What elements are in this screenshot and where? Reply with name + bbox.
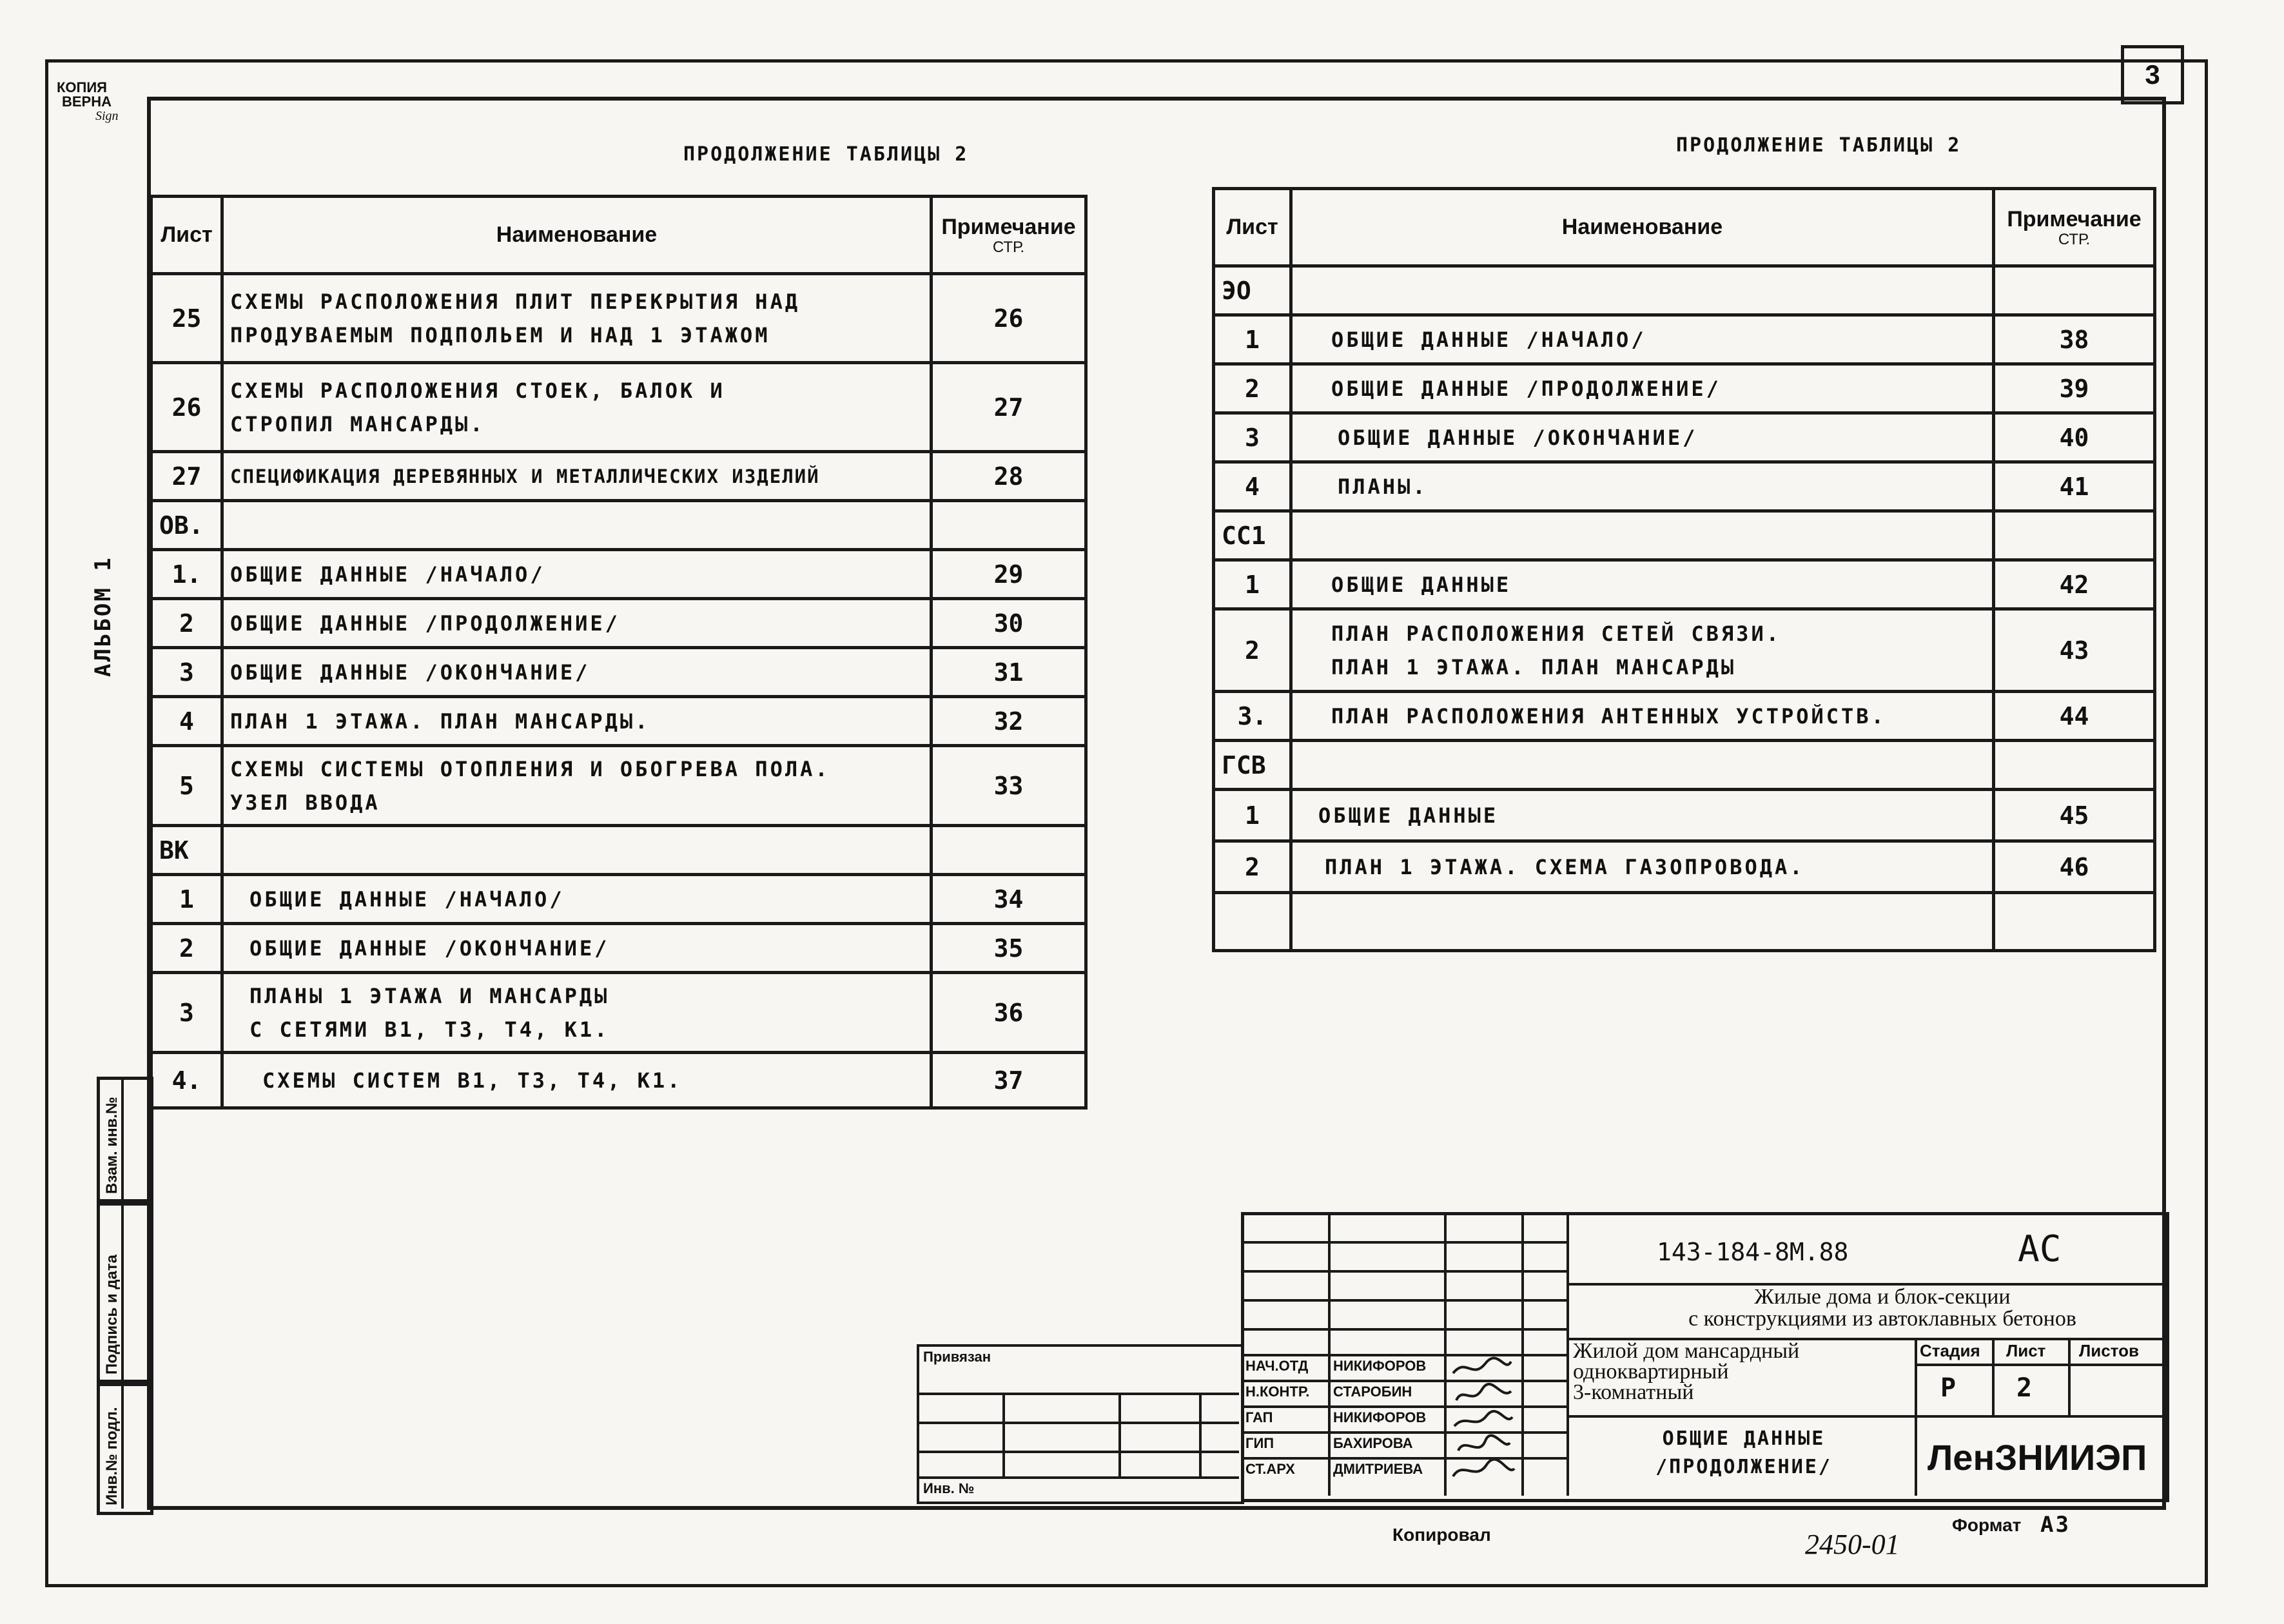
page-cell: 38 <box>1994 315 2155 364</box>
name-cell: ОБЩИЕ ДАННЫЕ /НАЧАЛО/ <box>222 875 932 924</box>
page-cell: 26 <box>932 274 1086 363</box>
sheet-cell: 2 <box>1214 609 1291 692</box>
name-cell <box>1291 266 1994 315</box>
tb-row-line <box>1915 1364 2163 1366</box>
table-row <box>1214 364 2155 413</box>
side-stamp-divider <box>121 1077 124 1509</box>
page-cell <box>1994 511 2155 560</box>
sheet-cell: ЭО <box>1214 266 1291 315</box>
doc-mark: АС <box>2018 1228 2062 1270</box>
sheet-cell: 1 <box>1214 790 1291 841</box>
sig-role: Н.КОНТР. <box>1245 1384 1310 1400</box>
tb-row-line <box>1241 1299 1567 1302</box>
name-cell: СХЕМЫ СИСТЕМЫ ОТОПЛЕНИЯ И ОБОГРЕВА ПОЛА. УЗЕЛ ВВОДА <box>222 746 932 826</box>
sig-name: БАХИРОВА <box>1333 1435 1413 1451</box>
org-name: ЛенЗНИИЭП <box>1928 1437 2147 1478</box>
sheet-cell: 1 <box>151 875 222 924</box>
format-value: А3 <box>2040 1512 2071 1538</box>
left-header-note <box>932 197 1086 274</box>
table-row <box>151 452 1086 501</box>
name-cell: ОБЩИЕ ДАННЫЕ /ПРОДОЛЖЕНИЕ/ <box>1291 364 1994 413</box>
sheet-cell: 2 <box>1214 364 1291 413</box>
table-row <box>151 648 1086 697</box>
left-header-name: Наименование <box>222 197 932 274</box>
table-row <box>1214 790 2155 841</box>
name-cell: СХЕМЫ РАСПОЛОЖЕНИЯ СТОЕК, БАЛОК И СТРОПИЛ МАНСАРДЫ. <box>222 363 932 452</box>
bound-inv-label: Инв. № <box>923 1480 975 1496</box>
sheet-cell <box>1214 893 1291 951</box>
page-cell: 44 <box>1994 692 2155 741</box>
sheet-cell: 4. <box>151 1053 222 1108</box>
album-label: АЛЬБОМ 1 <box>90 556 116 677</box>
page-cell: 40 <box>1994 413 2155 462</box>
table-row <box>1214 893 2155 951</box>
sheet-cell: 27 <box>151 452 222 501</box>
sheet-cell: 2 <box>151 924 222 973</box>
sheet-cell: 26 <box>151 363 222 452</box>
table-row <box>1214 609 2155 692</box>
sheet-cell: СС1 <box>1214 511 1291 560</box>
side-label-inv: Инв.№ подл. <box>103 1407 121 1505</box>
signature-mark <box>1453 1358 1511 1373</box>
signature-mark <box>1454 1411 1512 1426</box>
page-cell: 27 <box>932 363 1086 452</box>
table-row <box>151 550 1086 599</box>
table-row <box>151 746 1086 826</box>
page-cell: 33 <box>932 746 1086 826</box>
page-cell <box>932 826 1086 875</box>
stage-value: Р <box>1940 1373 1958 1403</box>
signature-scribbles <box>1447 1354 1520 1483</box>
sheet-cell: 3 <box>151 648 222 697</box>
table-row <box>151 973 1086 1053</box>
name-cell <box>1291 741 1994 790</box>
stamp-line-2: ВЕРНА <box>62 93 112 110</box>
tb-row-line <box>1241 1270 1567 1273</box>
left-header-sheet: Лист <box>151 197 222 274</box>
right-header-name: Наименование <box>1291 189 1994 266</box>
sig-name: СТАРОБИН <box>1333 1384 1412 1400</box>
name-cell <box>1291 893 1994 951</box>
sheet-value: 2 <box>2016 1373 2035 1403</box>
table-row <box>1214 841 2155 893</box>
sig-role: СТ.АРХ <box>1245 1461 1295 1477</box>
bound-col-line <box>1118 1393 1121 1476</box>
table-row <box>1214 413 2155 462</box>
table-row <box>1214 741 2155 790</box>
table-row <box>1214 462 2155 511</box>
page-cell: 30 <box>932 599 1086 648</box>
right-table <box>1212 187 2156 952</box>
table-row <box>1214 560 2155 609</box>
table-row <box>1214 692 2155 741</box>
name-cell <box>222 501 932 550</box>
page-cell: 43 <box>1994 609 2155 692</box>
sheet-cell: 1 <box>1214 315 1291 364</box>
page-cell <box>1994 266 2155 315</box>
sheet-cell: 2 <box>151 599 222 648</box>
name-cell: ПЛАН РАСПОЛОЖЕНИЯ АНТЕННЫХ УСТРОЙСТВ. <box>1291 692 1994 741</box>
tb-row-line <box>1241 1328 1567 1331</box>
sig-role: НАЧ.ОТД <box>1245 1358 1309 1374</box>
name-cell: ПЛАНЫ 1 ЭТАЖА И МАНСАРДЫ С СЕТЯМИ В1, Т3, Т4, К1. <box>222 973 932 1053</box>
table-row <box>151 501 1086 550</box>
page-cell <box>1994 741 2155 790</box>
page-cell: 34 <box>932 875 1086 924</box>
copied-label: Копировал <box>1392 1525 1491 1545</box>
side-label-vzam: Взам. инв.№ <box>103 1097 121 1194</box>
doc-code: 143-184-8М.88 <box>1657 1238 1849 1266</box>
format-label: Формат <box>1952 1515 2022 1535</box>
name-cell: ОБЩИЕ ДАННЫЕ /ОКОНЧАНИЕ/ <box>222 924 932 973</box>
sheet-label: Лист <box>2006 1341 2046 1360</box>
name-cell: СПЕЦИФИКАЦИЯ ДЕРЕВЯННЫХ И МЕТАЛЛИЧЕСКИХ ИЗДЕЛИЙ <box>222 452 932 501</box>
stage-label: Стадия <box>1920 1341 1980 1360</box>
tb-col-line <box>1567 1212 1569 1496</box>
table-row <box>151 1053 1086 1108</box>
right-header-note <box>1994 189 2155 266</box>
page-cell: 41 <box>1994 462 2155 511</box>
signature-mark <box>1453 1460 1514 1476</box>
sheet-cell: ОВ. <box>151 501 222 550</box>
page-cell: 29 <box>932 550 1086 599</box>
sheet-cell: 1 <box>1214 560 1291 609</box>
table-row <box>1214 511 2155 560</box>
tb-col-line <box>1915 1338 1917 1496</box>
right-header-note-label: Примечание <box>2007 207 2142 231</box>
name-cell: ОБЩИЕ ДАННЫЕ /ОКОНЧАНИЕ/ <box>222 648 932 697</box>
name-cell: СХЕМЫ РАСПОЛОЖЕНИЯ ПЛИТ ПЕРЕКРЫТИЯ НАД ПРОДУВАЕМЫМ ПОДПОЛЬЕМ И НАД 1 ЭТАЖОМ <box>222 274 932 363</box>
sheet-cell: 3. <box>1214 692 1291 741</box>
right-header-note-sub: СТР. <box>2058 231 2091 248</box>
bound-row-line <box>917 1393 1239 1395</box>
sheet-cell: 25 <box>151 274 222 363</box>
object-title: Жилой дом мансардный одноквартирный 3-комнатный <box>1573 1339 1800 1404</box>
signature-mark <box>1458 1436 1510 1451</box>
right-header-sheet: Лист <box>1214 189 1291 266</box>
name-cell: ОБЩИЕ ДАННЫЕ <box>1291 790 1994 841</box>
page-cell: 45 <box>1994 790 2155 841</box>
sig-name: НИКИФОРОВ <box>1333 1358 1427 1374</box>
table-row <box>1214 266 2155 315</box>
sheet-number: 3 <box>2145 59 2160 90</box>
page-cell <box>932 501 1086 550</box>
sheet-cell: ГСВ <box>1214 741 1291 790</box>
page-cell: 31 <box>932 648 1086 697</box>
left-header-note-label: Примечание <box>941 215 1076 239</box>
bound-col-line <box>1002 1393 1005 1476</box>
left-table <box>150 195 1088 1110</box>
bound-row-line <box>917 1422 1239 1424</box>
tb-row-line <box>1567 1415 2163 1418</box>
sig-name: ДМИТРИЕВА <box>1333 1461 1423 1477</box>
sheets-label: Листов <box>2079 1341 2139 1360</box>
name-cell: ПЛАН 1 ЭТАЖА. ПЛАН МАНСАРДЫ. <box>222 697 932 746</box>
name-cell: ОБЩИЕ ДАННЫЕ /ОКОНЧАНИЕ/ <box>1291 413 1994 462</box>
bound-label: Привязан <box>923 1349 991 1365</box>
name-cell: ПЛАН РАСПОЛОЖЕНИЯ СЕТЕЙ СВЯЗИ. ПЛАН 1 ЭТАЖА. ПЛАН МАНСАРДЫ <box>1291 609 1994 692</box>
sheet-cell: 4 <box>151 697 222 746</box>
name-cell: ОБЩИЕ ДАННЫЕ /НАЧАЛО/ <box>1291 315 1994 364</box>
bound-row-line <box>917 1476 1239 1479</box>
side-label-podpis: Подпись и дата <box>103 1255 121 1375</box>
sheet-cell: 5 <box>151 746 222 826</box>
doc-number: 2450-01 <box>1805 1529 1900 1560</box>
page-cell: 35 <box>932 924 1086 973</box>
sheet-cell: 2 <box>1214 841 1291 893</box>
page-cell: 42 <box>1994 560 2155 609</box>
sig-role: ГАП <box>1245 1409 1273 1425</box>
page-cell: 28 <box>932 452 1086 501</box>
stamp-signature: Sign <box>95 109 119 123</box>
sheet-cell: 3 <box>1214 413 1291 462</box>
table-row <box>151 599 1086 648</box>
name-cell <box>1291 511 1994 560</box>
name-cell: СХЕМЫ СИСТЕМ В1, Т3, Т4, К1. <box>222 1053 932 1108</box>
table-row <box>1214 315 2155 364</box>
name-cell: ПЛАН 1 ЭТАЖА. СХЕМА ГАЗОПРОВОДА. <box>1291 841 1994 893</box>
sheet-cell: ВК <box>151 826 222 875</box>
table-row <box>151 924 1086 973</box>
tb-row-line <box>1241 1241 1567 1244</box>
tb-col-line <box>1992 1338 1995 1415</box>
signature-mark <box>1456 1384 1511 1400</box>
copy-stamp <box>57 81 119 123</box>
bound-col-line <box>1199 1393 1202 1476</box>
sheet-number-box <box>2121 45 2184 104</box>
name-cell: ПЛАНЫ. <box>1291 462 1994 511</box>
page-cell: 46 <box>1994 841 2155 893</box>
sheet-cell: 4 <box>1214 462 1291 511</box>
name-cell: ОБЩИЕ ДАННЫЕ <box>1291 560 1994 609</box>
page-cell: 32 <box>932 697 1086 746</box>
sheet-title: ОБЩИЕ ДАННЫЕ /ПРОДОЛЖЕНИЕ/ <box>1655 1427 1832 1478</box>
table-row <box>151 826 1086 875</box>
project-title: Жилые дома и блок-секции с конструкциями из автоклавных бетонов <box>1688 1285 2076 1331</box>
bound-row-line <box>917 1451 1239 1453</box>
sheet-cell: 3 <box>151 973 222 1053</box>
tb-col-line <box>2068 1338 2071 1415</box>
sig-role: ГИП <box>1245 1435 1274 1451</box>
table-row <box>151 875 1086 924</box>
table-row <box>151 363 1086 452</box>
page-cell: 36 <box>932 973 1086 1053</box>
sheet-cell: 1. <box>151 550 222 599</box>
name-cell: ОБЩИЕ ДАННЫЕ /НАЧАЛО/ <box>222 550 932 599</box>
name-cell: ОБЩИЕ ДАННЫЕ /ПРОДОЛЖЕНИЕ/ <box>222 599 932 648</box>
page-cell: 37 <box>932 1053 1086 1108</box>
right-table-caption: ПРОДОЛЖЕНИЕ ТАБЛИЦЫ 2 <box>1676 134 1962 157</box>
left-table-caption: ПРОДОЛЖЕНИЕ ТАБЛИЦЫ 2 <box>683 143 969 166</box>
left-header-note-sub: СТР. <box>992 239 1025 256</box>
page-cell: 39 <box>1994 364 2155 413</box>
sig-name: НИКИФОРОВ <box>1333 1409 1427 1425</box>
name-cell <box>222 826 932 875</box>
page-cell <box>1994 893 2155 951</box>
table-row <box>151 697 1086 746</box>
table-row <box>151 274 1086 363</box>
stamp-line-1: КОПИЯ <box>57 79 107 95</box>
